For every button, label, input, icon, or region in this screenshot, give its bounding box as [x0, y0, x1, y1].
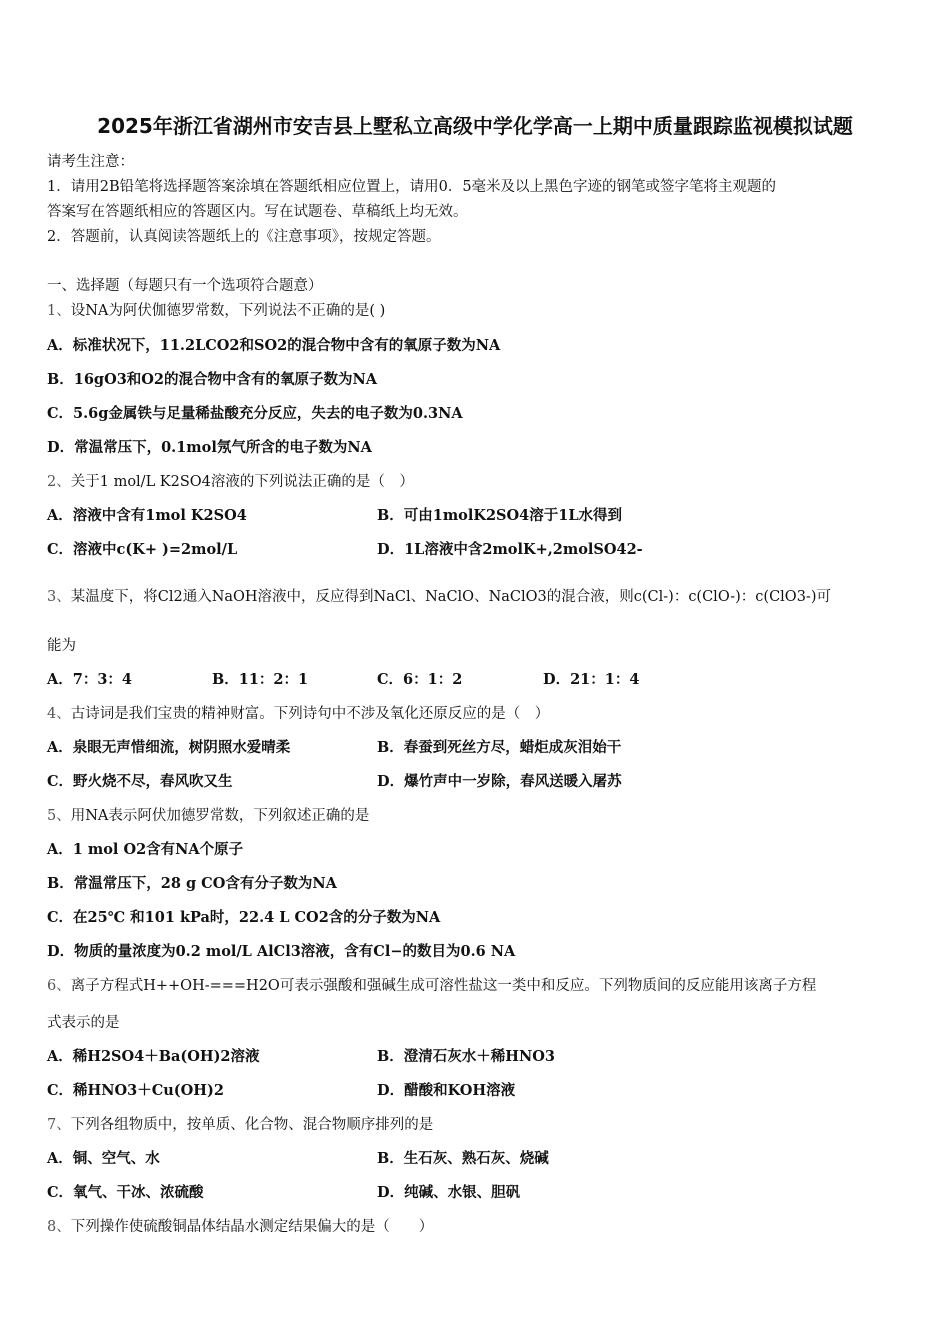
question-8-stem: 8、下列操作使硫酸铜晶体结晶水测定结果偏大的是（ ） [47, 1219, 434, 1235]
question-6-stem-cont: 式表示的是 [47, 1015, 120, 1031]
q2-option-b: B．可由1molK2SO4溶于1L水得到 [377, 507, 623, 524]
question-4-stem: 4、古诗词是我们宝贵的精神财富。下列诗句中不涉及氧化还原反应的是（ ） [47, 706, 550, 722]
q1-option-a: A．标准状况下，11.2LCO2和SO2的混合物中含有的氧原子数为NA [47, 337, 501, 354]
q2-option-a: A．溶液中含有1mol K2SO4 [47, 507, 247, 524]
question-number: 6、 [47, 978, 71, 994]
q6-option-b: B．澄清石灰水＋稀HNO3 [377, 1048, 555, 1065]
question-number: 2、 [47, 474, 71, 490]
q6-option-c: C．稀HNO3＋Cu(OH)2 [47, 1082, 224, 1099]
q1-option-b: B．16gO3和O2的混合物中含有的氧原子数为NA [47, 371, 378, 388]
q4-option-b: B．春蚕到死丝方尽，蜡炬成灰泪始干 [377, 739, 622, 756]
question-3-stem-cont: 能为 [47, 638, 76, 654]
question-number: 4、 [47, 706, 71, 722]
q3-option-b: B．11：2：1 [212, 671, 309, 688]
q2-option-c: C．溶液中c(K+ )=2mol/L [47, 541, 238, 558]
question-number: 3、 [47, 589, 71, 605]
question-3-stem: 3、某温度下，将Cl2通入NaOH溶液中，反应得到NaCl、NaClO、NaClO3的混合液，则c(Cl-)：c(ClO-)：c(ClO3-)可 [47, 589, 831, 605]
q1-option-c: C．5.6g金属铁与足量稀盐酸充分反应，失去的电子数为0.3NA [47, 405, 463, 422]
section-heading: 一、选择题（每题只有一个选项符合题意） [47, 278, 323, 294]
question-1-stem: 1、设NA为阿伏伽德罗常数，下列说法不正确的是( ) [47, 303, 386, 319]
q5-option-c: C．在25℃ 和101 kPa时，22.4 L CO2含的分子数为NA [47, 909, 441, 926]
notice-item-2: 2．答题前，认真阅读答题纸上的《注意事项》，按规定答题。 [47, 229, 441, 245]
q6-option-a: A．稀H2SO4＋Ba(OH)2溶液 [47, 1048, 260, 1065]
question-number: 7、 [47, 1117, 71, 1133]
question-7-stem: 7、下列各组物质中，按单质、化合物、混合物顺序排列的是 [47, 1117, 434, 1133]
question-number: 1、 [47, 303, 71, 319]
question-number: 5、 [47, 808, 71, 824]
notice-heading: 请考生注意： [47, 154, 134, 170]
question-6-stem: 6、离子方程式H++OH-===H2O可表示强酸和强碱生成可溶性盐这一类中和反应。下列物质间的反应能用该离子方程 [47, 978, 817, 994]
q7-option-a: A．铜、空气、水 [47, 1150, 160, 1167]
notice-item-1: 1．请用2B铅笔将选择题答案涂填在答题纸相应位置上，请用0．5毫米及以上黑色字迹的钢笔或签字笔将主观题的 [47, 179, 777, 195]
q7-option-c: C．氧气、干冰、浓硫酸 [47, 1184, 204, 1201]
q5-option-d: D．物质的量浓度为0.2 mol/L AlCl3溶液，含有Cl−的数目为0.6 NA [47, 943, 516, 960]
q6-option-d: D．醋酸和KOH溶液 [377, 1082, 516, 1099]
q4-option-d: D．爆竹声中一岁除，春风送暖入屠苏 [377, 773, 622, 790]
question-5-stem: 5、用NA表示阿伏加德罗常数，下列叙述正确的是 [47, 808, 370, 824]
q2-option-d: D．1L溶液中含2molK+,2molSO42- [377, 541, 643, 558]
q3-option-c: C．6：1：2 [377, 671, 463, 688]
question-2-stem: 2、关于1 mol/L K2SO4溶液的下列说法正确的是（ ） [47, 474, 414, 490]
page-title: 2025年浙江省湖州市安吉县上墅私立高级中学化学高一上期中质量跟踪监视模拟试题 [97, 114, 853, 138]
question-number: 8、 [47, 1219, 71, 1235]
q3-option-d: D．21：1：4 [543, 671, 640, 688]
q3-option-a: A．7：3：4 [47, 671, 133, 688]
q7-option-b: B．生石灰、熟石灰、烧碱 [377, 1150, 549, 1167]
q1-option-d: D．常温常压下，0.1mol氖气所含的电子数为NA [47, 439, 372, 456]
notice-item-1-cont: 答案写在答题纸相应的答题区内。写在试题卷、草稿纸上均无效。 [47, 204, 468, 220]
q4-option-a: A．泉眼无声惜细流，树阴照水爱晴柔 [47, 739, 291, 756]
q5-option-b: B．常温常压下，28 g CO含有分子数为NA [47, 875, 337, 892]
q4-option-c: C．野火烧不尽，春风吹又生 [47, 773, 233, 790]
q7-option-d: D．纯碱、水银、胆矾 [377, 1184, 521, 1201]
q5-option-a: A．1 mol O2含有NA个原子 [47, 841, 244, 858]
